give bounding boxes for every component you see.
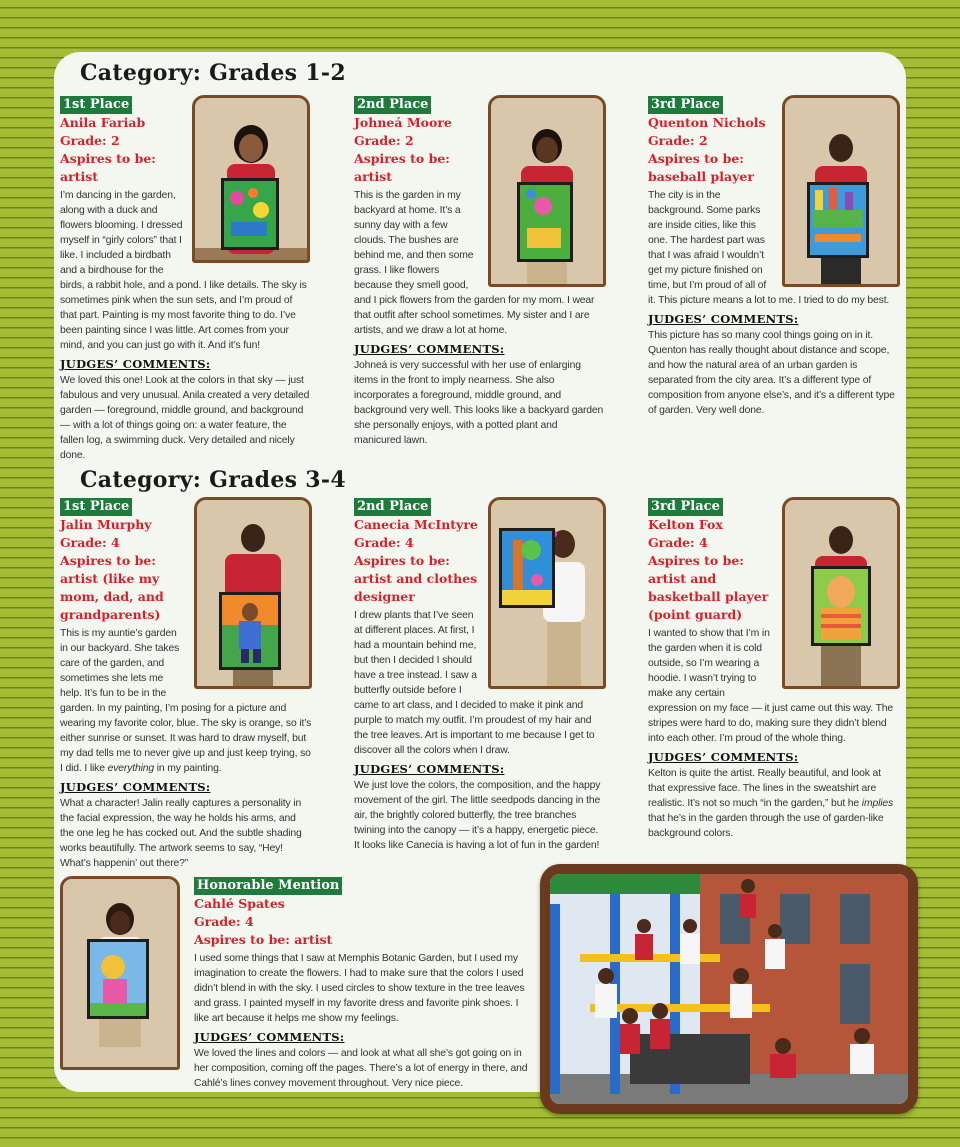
student-name: Cahlé Spates [194, 896, 285, 911]
student-statement: I drew plants that I’ve seen at different places. At first, I had a mountain behind me, but then I decided I should have a tree instead. I saw a butterfly outside before I came to art class, and I decided to make it pink and purple to match my outfit. I’m proudest of my hair and the tree leaves. Art is important to me because I get to discover all the colors when I draw. [354, 610, 595, 756]
entry-cahle-spates [194, 876, 530, 1091]
student-name: Kelton Fox [648, 517, 723, 532]
student-grade: Grade: 2 [60, 133, 120, 148]
student-grade: Grade: 4 [648, 535, 708, 550]
student-photo-frame [194, 497, 312, 689]
place-badge: 3rd Place [648, 96, 723, 114]
judges-comments-heading: JUDGES’ COMMENTS: [354, 762, 505, 776]
student-photo-frame [782, 95, 900, 287]
entry-anila-fariab [60, 95, 310, 463]
student-photo [785, 500, 897, 686]
student-name: Jalin Murphy [60, 517, 152, 532]
student-photo-frame [488, 497, 606, 689]
judges-comments-text: We just love the colors, the composition, and the happy movement of the girl. The little seedpods dancing in the air, the brightly colored butterfly, the tree branches twining into the canopy — it’s a happy, energetic piece. It looks like Canecia is having a lot of fun in the garden! [354, 780, 601, 851]
student-statement: I’m dancing in the garden, along with a duck and flowers blooming. I dressed myself in “girly colors” that I like. I included a birdbath and a birdhouse for the birds, a rabbit hole, and a pond. I like details. The sky is sometimes pink when the sun sets, and I’m proud of that part. Painting is my most favorite thing to do. I’ve been painting since I was little. Art comes from your mind, and you can just go with it. And it’s fun! [60, 190, 307, 351]
judges-comments-heading: JUDGES’ COMMENTS: [648, 750, 799, 764]
student-statement: This is my auntie’s garden in our backyard. She takes care of the garden, and sometimes she lets me help. It’s fun to be in the garden. In my painting, I’m posing for a picture and wearing my favorite color, blue. The sky is orange, so it’s either sunrise or sunset. It was hard to draw myself, but my dad tells me to never give up and just keep trying, so I did. I like everything in my painting. [60, 628, 312, 774]
entry-kelton-fox [648, 497, 900, 841]
student-grade: Grade: 2 [354, 133, 414, 148]
place-badge: 1st Place [60, 96, 132, 114]
judges-comments-text: This picture has so many cool things going on in it. Quenton has really thought about distance and scope, and how the natural area of an urban garden is separated from the city area. It’s a different type of composition from anyone else’s, and it’s a different type of garden. Very well done. [648, 330, 895, 416]
student-name: Anila Fariab [60, 115, 146, 130]
student-photo [63, 879, 177, 1067]
student-photo-frame-honorable [60, 876, 180, 1070]
category-title-grades-3-4: Category: Grades 3-4 [80, 467, 346, 493]
student-photo-frame [192, 95, 310, 263]
student-photo-frame [488, 95, 606, 287]
place-badge: 2nd Place [354, 498, 431, 516]
student-aspiration: Aspires to be: artist (like my mom, dad, and grandparents) [60, 553, 164, 622]
student-photo [785, 98, 897, 284]
place-badge: 1st Place [60, 498, 132, 516]
student-aspiration: Aspires to be: artist [354, 151, 450, 184]
entry-jalin-murphy [60, 497, 312, 871]
entry-canecia-mcintyre [354, 497, 606, 853]
judges-comments-text: We loved this one! Look at the colors in that sky — just fabulous and very unusual. Anila created a very detailed garden — foreground, middle ground, and background — with a lot of things going on: a water feature, the fallen log, a swimming duck. Very detailed and nicely done. [60, 375, 310, 461]
student-grade: Grade: 4 [194, 914, 254, 929]
student-grade: Grade: 4 [354, 535, 414, 550]
judges-comments-text: What a character! Jalin really captures a personality in the facial expression, the way he holds his arms, and the one leg he has cocked out. And the subtle shading works beautifully. The artwork seems to say, “Hey! What’s happenin’ out there?” [60, 798, 302, 869]
student-statement: I used some things that I saw at Memphis Botanic Garden, but I used my imagination to create the flowers. I had to make sure that the colors I used didn’t blend in with the sky. I used circles to show texture in the tree leaves and grass. I painted myself in my favorite dress and favorite pink shoes. I like art because it helps me show my feelings. [194, 953, 525, 1024]
group-photo-frame [540, 864, 918, 1114]
judges-comments-heading: JUDGES’ COMMENTS: [194, 1030, 345, 1044]
judges-comments-text: Johneá is very successful with her use of enlarging items in the front to imply nearness. She also incorporates a foreground, middle ground, and background very well. This looks like a backyard garden she personally enjoys, with a potted plant and manicured lawn. [354, 360, 604, 446]
student-photo [195, 98, 307, 260]
judges-comments-heading: JUDGES’ COMMENTS: [60, 780, 211, 794]
student-name: Johneá Moore [354, 115, 452, 130]
student-aspiration: Aspires to be: artist [194, 932, 333, 947]
place-badge: 2nd Place [354, 96, 431, 114]
entry-quenton-nichols [648, 95, 900, 418]
student-photo [197, 500, 309, 686]
student-grade: Grade: 4 [60, 535, 120, 550]
category-title-grades-1-2: Category: Grades 1-2 [80, 60, 346, 86]
student-name: Canecia McIntyre [354, 517, 478, 532]
student-photo-frame [782, 497, 900, 689]
student-statement: This is the garden in my backyard at home. It’s a sunny day with a few clouds. The bushes are behind me, and then some grass. I like flowers because they smell good, and I pick flowers from the garden for my mom. I wear that outfit after school sometimes. My sister and I are artists, and we draw a lot at home. [354, 190, 595, 336]
student-statement: The city is in the background. Some parks are inside cities, like this one. The hardest part was that I was afraid I wouldn’t get my picture finished on time, but I’m proud of all of it. This picture means a lot to me. I tried to do my best. [648, 190, 890, 306]
student-grade: Grade: 2 [648, 133, 708, 148]
student-statement: I wanted to show that I’m in the garden when it is cold outside, so I’m wearing a hoodie. I wasn’t trying to make any certain expression on my face — it just came out this way. The stripes were hard to do, making sure they didn’t blend into each other. I’m proud of the whole thing. [648, 628, 894, 744]
honorable-mention-badge: Honorable Mention [194, 877, 342, 895]
judges-comments-text: Kelton is quite the artist. Really beautiful, and look at that expressive face. The lines in the sweatshirt are realistic. It’s not so much “in the garden,” but he implies that he’s in the garden through the use of garden-like background colors. [648, 768, 894, 839]
student-photo [491, 500, 603, 686]
judges-comments-text: We loved the lines and colors — and look at what all she’s got going on in her composition, coming off the pages. There’s a lot of energy in there, and Cahlé’s lines convey movement throughout. Very nice piece. [194, 1048, 528, 1089]
judges-comments-heading: JUDGES’ COMMENTS: [354, 342, 505, 356]
entry-johnea-moore [354, 95, 606, 448]
judges-comments-heading: JUDGES’ COMMENTS: [60, 357, 211, 371]
student-photo [491, 98, 603, 284]
student-name: Quenton Nichols [648, 115, 766, 130]
student-aspiration: Aspires to be: artist [60, 151, 156, 184]
place-badge: 3rd Place [648, 498, 723, 516]
student-aspiration: Aspires to be: artist and basketball player (point guard) [648, 553, 769, 622]
student-aspiration: Aspires to be: baseball player [648, 151, 754, 184]
judges-comments-heading: JUDGES’ COMMENTS: [648, 312, 799, 326]
student-aspiration: Aspires to be: artist and clothes designer [354, 553, 478, 604]
group-photo [550, 874, 908, 1104]
